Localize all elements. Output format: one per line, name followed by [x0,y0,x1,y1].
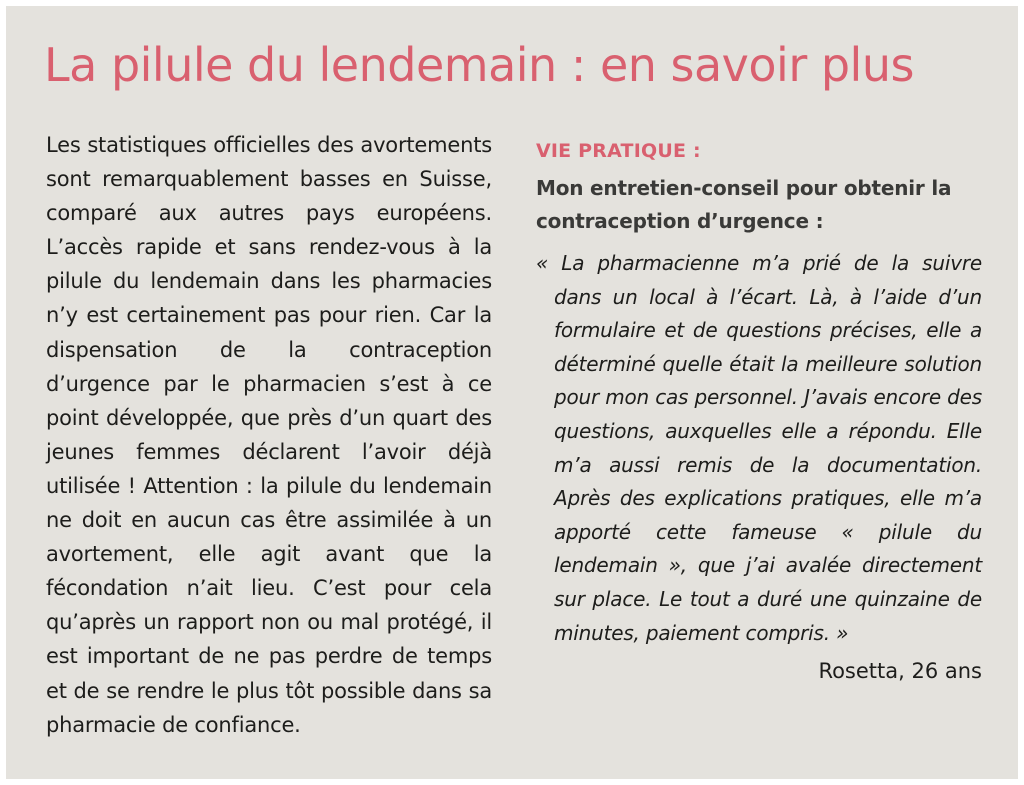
testimonial-quote: « La pharmacienne m’a prié de la suivre dans un local à l’écart. Là, à l’aide d’un formulaire et de questions précises, elle a déterminé quelle était la meilleure solution pour mon cas personnel. J’avais encore des questions, auxquelles elle a répondu. Elle m’a aussi remis de la documentation. Après des explications pratiques, elle m’a apporté cette fameuse « pilule du lendemain », que j’ai avalée directement sur place. Le tout a duré une quinzaine de minutes, paiement compris. » [536,251,982,645]
article-title: La pilule du lendemain : en savoir plus [44,38,914,92]
sidebar-box [536,134,982,688]
section-heading: Mon entretien-conseil pour obtenir la contraception d’urgence : [536,176,952,233]
testimonial-signature: Rosetta, 26 ans [818,659,982,684]
section-label: VIE PRATIQUE : [536,140,701,162]
article-panel [6,6,1018,779]
article-body: Les statistiques officielles des avortements sont remarquablement basses en Suisse, comparé aux autres pays européens. L’accès rapide et sans rendez-vous à la pilule du lendemain dans les pharmacies n’y est certainement pas pour rien. Car la dispensation de la contraception d’urgence par le pharmacien s’est à ce point développée, que près d’un quart des jeunes femmes déclarent l’avoir déjà utilisée ! Attention : la pilule du lendemain ne doit en aucun cas être assimilée à un avortement, elle agit avant que la fécondation n’ait lieu. C’est pour cela qu’après un rapport non ou mal protégé, il est important de ne pas perdre de temps et de se rendre le plus tôt possible dans sa pharmacie de confiance. [46,133,492,737]
